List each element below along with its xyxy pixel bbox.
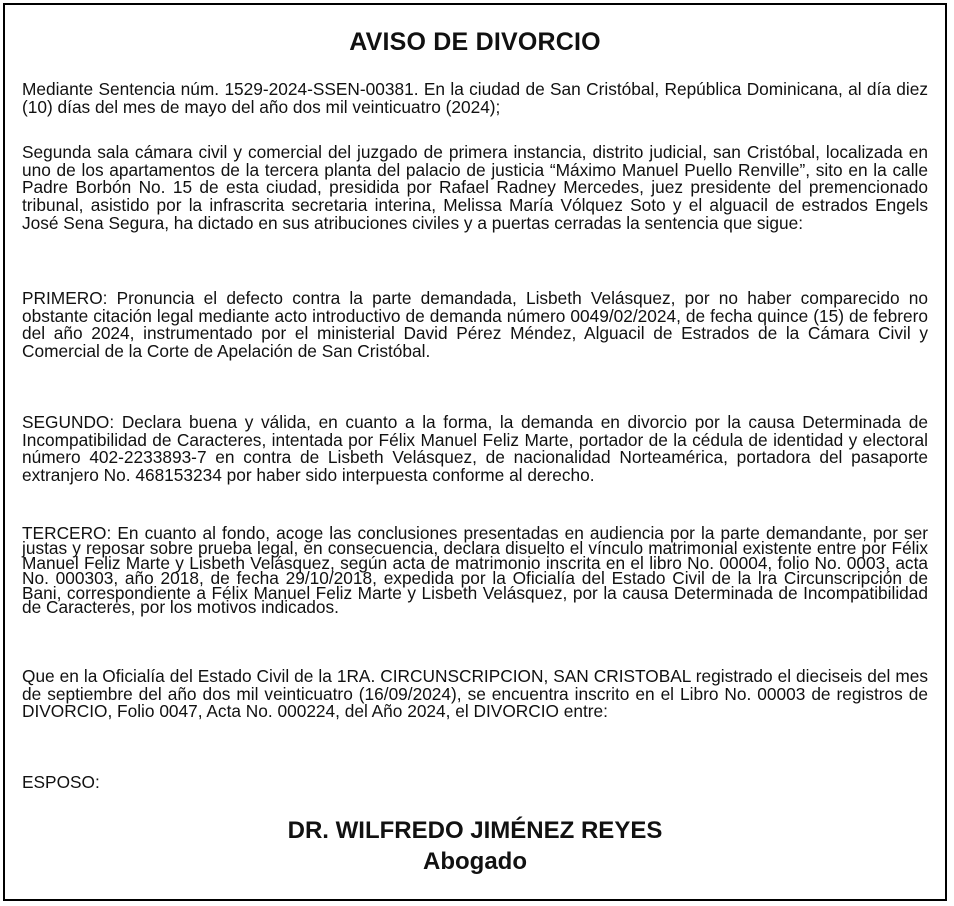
paragraph-intro: Mediante Sentencia núm. 1529-2024-SSEN-00381. En la ciudad de San Cristóbal, República Dominicana, al día diez (10) días del mes de mayo del año dos mil veinticuatro (2024);: [22, 79, 928, 117]
divorce-notice: [3, 3, 947, 901]
spouse-label: ESPOSO:: [22, 772, 100, 792]
paragraph-primero: PRIMERO: Pronuncia el defecto contra la parte demandada, Lisbeth Velásquez, por no haber comparecido no obstante citación legal mediante acto introductivo de demanda número 0049/02/2024, de fecha quince (15) de febrero del año 2024, instrumentado por el ministerial David Pérez Méndez, Alguacil de Estrados de la Cámara Civil y Comercial de la Corte de Apelación de San Cristóbal.: [22, 288, 928, 361]
paragraph-court: Segunda sala cámara civil y comercial del juzgado de primera instancia, distrito judicial, san Cristóbal, localizada en uno de los apartamentos de la tercera planta del palacio de justicia “Máximo Manuel Puello Renville”, sito en la calle Padre Borbón No. 15 de esta ciudad, presidida por Rafael Radney Mercedes, juez presidente del premencionado tribunal, asistido por la infrascrita secretaria interina, Melissa María Vólquez Soto y el alguacil de estrados Engels José Sena Segura, ha dictado en sus atribuciones civiles y a puertas cerradas la sentencia que sigue:: [22, 142, 928, 233]
paragraph-tercero: TERCERO: En cuanto al fondo, acoge las conclusiones presentadas en audiencia por la parte demandante, por ser justas y reposar sobre prueba legal, en consecuencia, declara disuelto el vínculo matrimonial existente entre por Félix Manuel Feliz Marte y Lisbeth Velásquez, según acta de matrimonio inscrita en el libro No. 00004, folio No. 0003, acta No. 000303, año 2018, de fecha 29/10/2018, expedida por la Oficialía del Estado Civil de la lra Circunscripción de Bani, correspondiente a Félix Manuel Feliz Marte y Lisbeth Velásquez, por la causa Determinada de Incompatibilidad de Caracteres, por los motivos indicados.: [22, 523, 928, 618]
signature-role: Abogado: [423, 848, 527, 875]
paragraph-registro: Que en la Oficialía del Estado Civil de la 1RA. CIRCUNSCRIPCION, SAN CRISTOBAL registrado el dieciseis del mes de septiembre del año dos mil veinticuatro (16/09/2024), se encuentra inscrito en el Libro No. 00003 de registros de DIVORCIO, Folio 0047, Acta No. 000224, del Año 2024, el DIVORCIO entre:: [22, 666, 928, 722]
paragraph-segundo: SEGUNDO: Declara buena y válida, en cuanto a la forma, la demanda en divorcio por la causa Determinada de Incompatibilidad de Caracteres, intentada por Félix Manuel Feliz Marte, portador de la cédula de identidad y electoral número 402-2233893-7 en contra de Lisbeth Velásquez, de nacionalidad Norteamérica, portadora del pasaporte extranjero No. 468153234 por haber sido interpuesta conforme al derecho.: [22, 412, 928, 485]
notice-title: AVISO DE DIVORCIO: [349, 28, 601, 56]
signature-name: DR. WILFREDO JIMÉNEZ REYES: [287, 817, 663, 844]
